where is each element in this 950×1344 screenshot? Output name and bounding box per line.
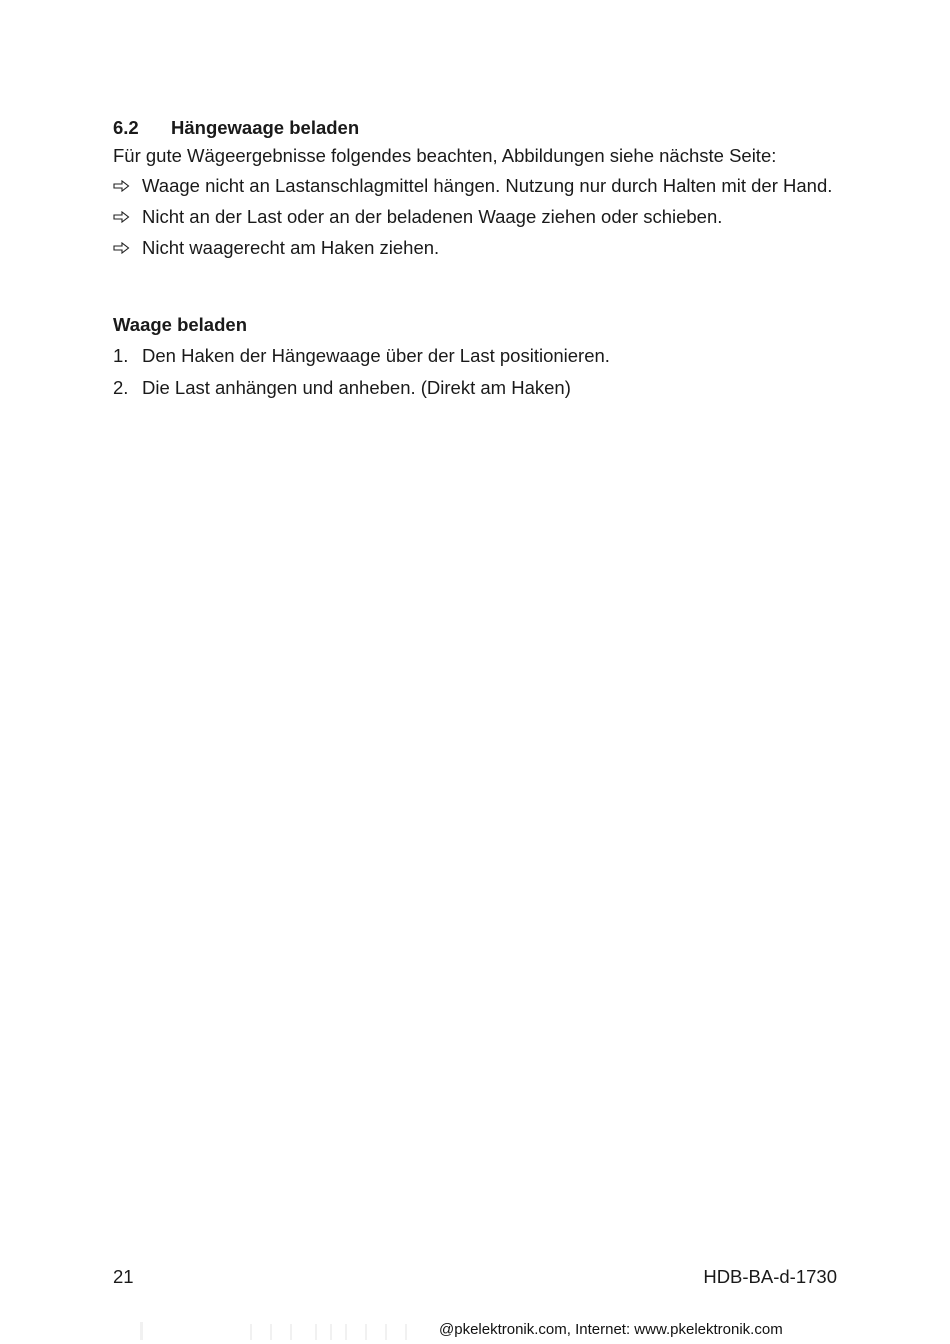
procedure-heading: Waage beladen [113, 314, 247, 335]
hollow-arrow-right-icon [113, 242, 130, 254]
step-number: 2. [113, 377, 129, 398]
section-title: Hängewaage beladen [171, 117, 360, 138]
hollow-arrow-right-icon [113, 180, 130, 192]
step-item [113, 345, 833, 367]
hollow-arrow-right-icon [113, 211, 130, 223]
bullet-item [113, 237, 833, 259]
bullet-list [113, 175, 833, 268]
bullet-item [113, 175, 833, 197]
intro-text: Für gute Wägeergebnisse folgendes beachten, Abbildungen siehe nächste Seite: [113, 145, 777, 166]
bullet-text: Waage nicht an Lastanschlagmittel hängen. Nutzung nur durch Halten mit der Hand. [142, 175, 833, 196]
step-list [113, 345, 833, 409]
faded-footer-artifact [140, 1318, 430, 1342]
section-heading [113, 117, 359, 139]
section-number: 6.2 [113, 117, 139, 138]
step-item [113, 377, 833, 399]
step-text: Die Last anhängen und anheben. (Direkt am Haken) [142, 377, 571, 398]
page-number: 21 [113, 1266, 134, 1287]
footer-contact: @pkelektronik.com, Internet: www.pkelektronik.com [436, 1321, 783, 1338]
step-number: 1. [113, 345, 129, 366]
document-code: HDB-BA-d-1730 [703, 1266, 837, 1287]
bullet-text: Nicht waagerecht am Haken ziehen. [142, 237, 440, 258]
bullet-text: Nicht an der Last oder an der beladenen Waage ziehen oder schieben. [142, 206, 723, 227]
bullet-item [113, 206, 833, 228]
step-text: Den Haken der Hängewaage über der Last positionieren. [142, 345, 610, 366]
